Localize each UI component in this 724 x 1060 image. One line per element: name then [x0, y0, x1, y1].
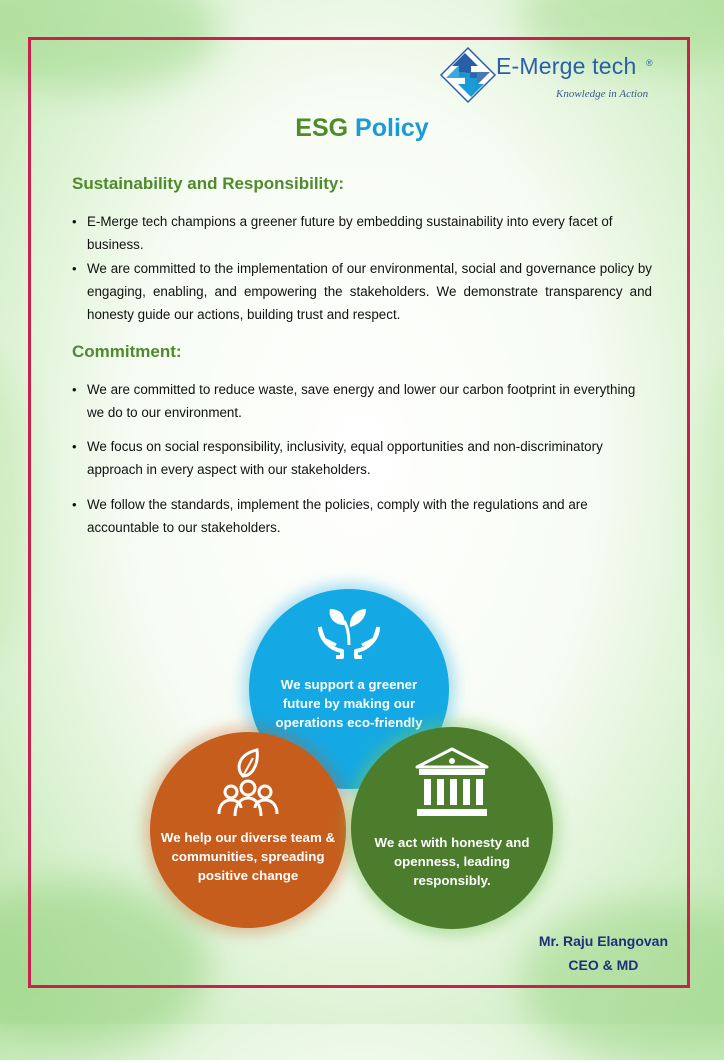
- page-title: [0, 114, 724, 143]
- sustainability-list-continued: [70, 257, 652, 326]
- commitment-list: [70, 378, 640, 424]
- commitment-list: [70, 435, 656, 481]
- title-esg: ESG: [295, 114, 349, 142]
- registered-mark: ®: [646, 58, 653, 68]
- section-heading-sustainability: Sustainability and Responsibility:: [72, 174, 345, 193]
- commitment-list: [70, 493, 640, 539]
- list-item: • E-Merge tech champions a greener future by embedding sustainability into every facet of business.: [70, 210, 652, 256]
- signature-block: [539, 929, 668, 977]
- pillar-text: We help our diverse team & communities, spreading positive change: [160, 830, 336, 883]
- list-item: • We focus on social responsibility, inclusivity, equal opportunities and non-discriminatory approach in every aspect with our stakeholders.: [70, 435, 656, 481]
- background-blob: [700, 360, 724, 660]
- pillar-social: [150, 732, 346, 928]
- signatory-name: Mr. Raju Elangovan: [538, 933, 668, 949]
- background-blob: [0, 360, 30, 660]
- list-item: • We are committed to the implementation of our environmental, social and governance policy by engaging, enabling, and empowering the stakeholders. We demonstrate transparency and honesty guide our actions, building trust and respect.: [70, 257, 652, 326]
- institution-building-icon: [413, 745, 491, 821]
- pillar-text: We support a greener future by making our operations eco-friendly: [275, 677, 423, 730]
- pillar-governance: [351, 727, 553, 929]
- list-item: • We are committed to reduce waste, save energy and lower our carbon footprint in everything we do to our environment.: [70, 378, 640, 424]
- brand-tagline: Knowledge in Action: [556, 88, 649, 100]
- leaf-and-people-icon: [213, 746, 283, 822]
- hands-with-leaves-icon: [314, 605, 384, 661]
- list-item: • We follow the standards, implement the policies, comply with the regulations and are accountable to our stakeholders.: [70, 493, 640, 539]
- pillar-text: We act with honesty and openness, leading responsibly.: [374, 835, 530, 888]
- signatory-title: CEO & MD: [568, 957, 639, 973]
- title-policy: Policy: [355, 114, 429, 142]
- brand-name: E-Merge tech: [496, 53, 637, 79]
- section-heading-commitment: Commitment:: [72, 342, 182, 361]
- sustainability-list: [70, 210, 652, 256]
